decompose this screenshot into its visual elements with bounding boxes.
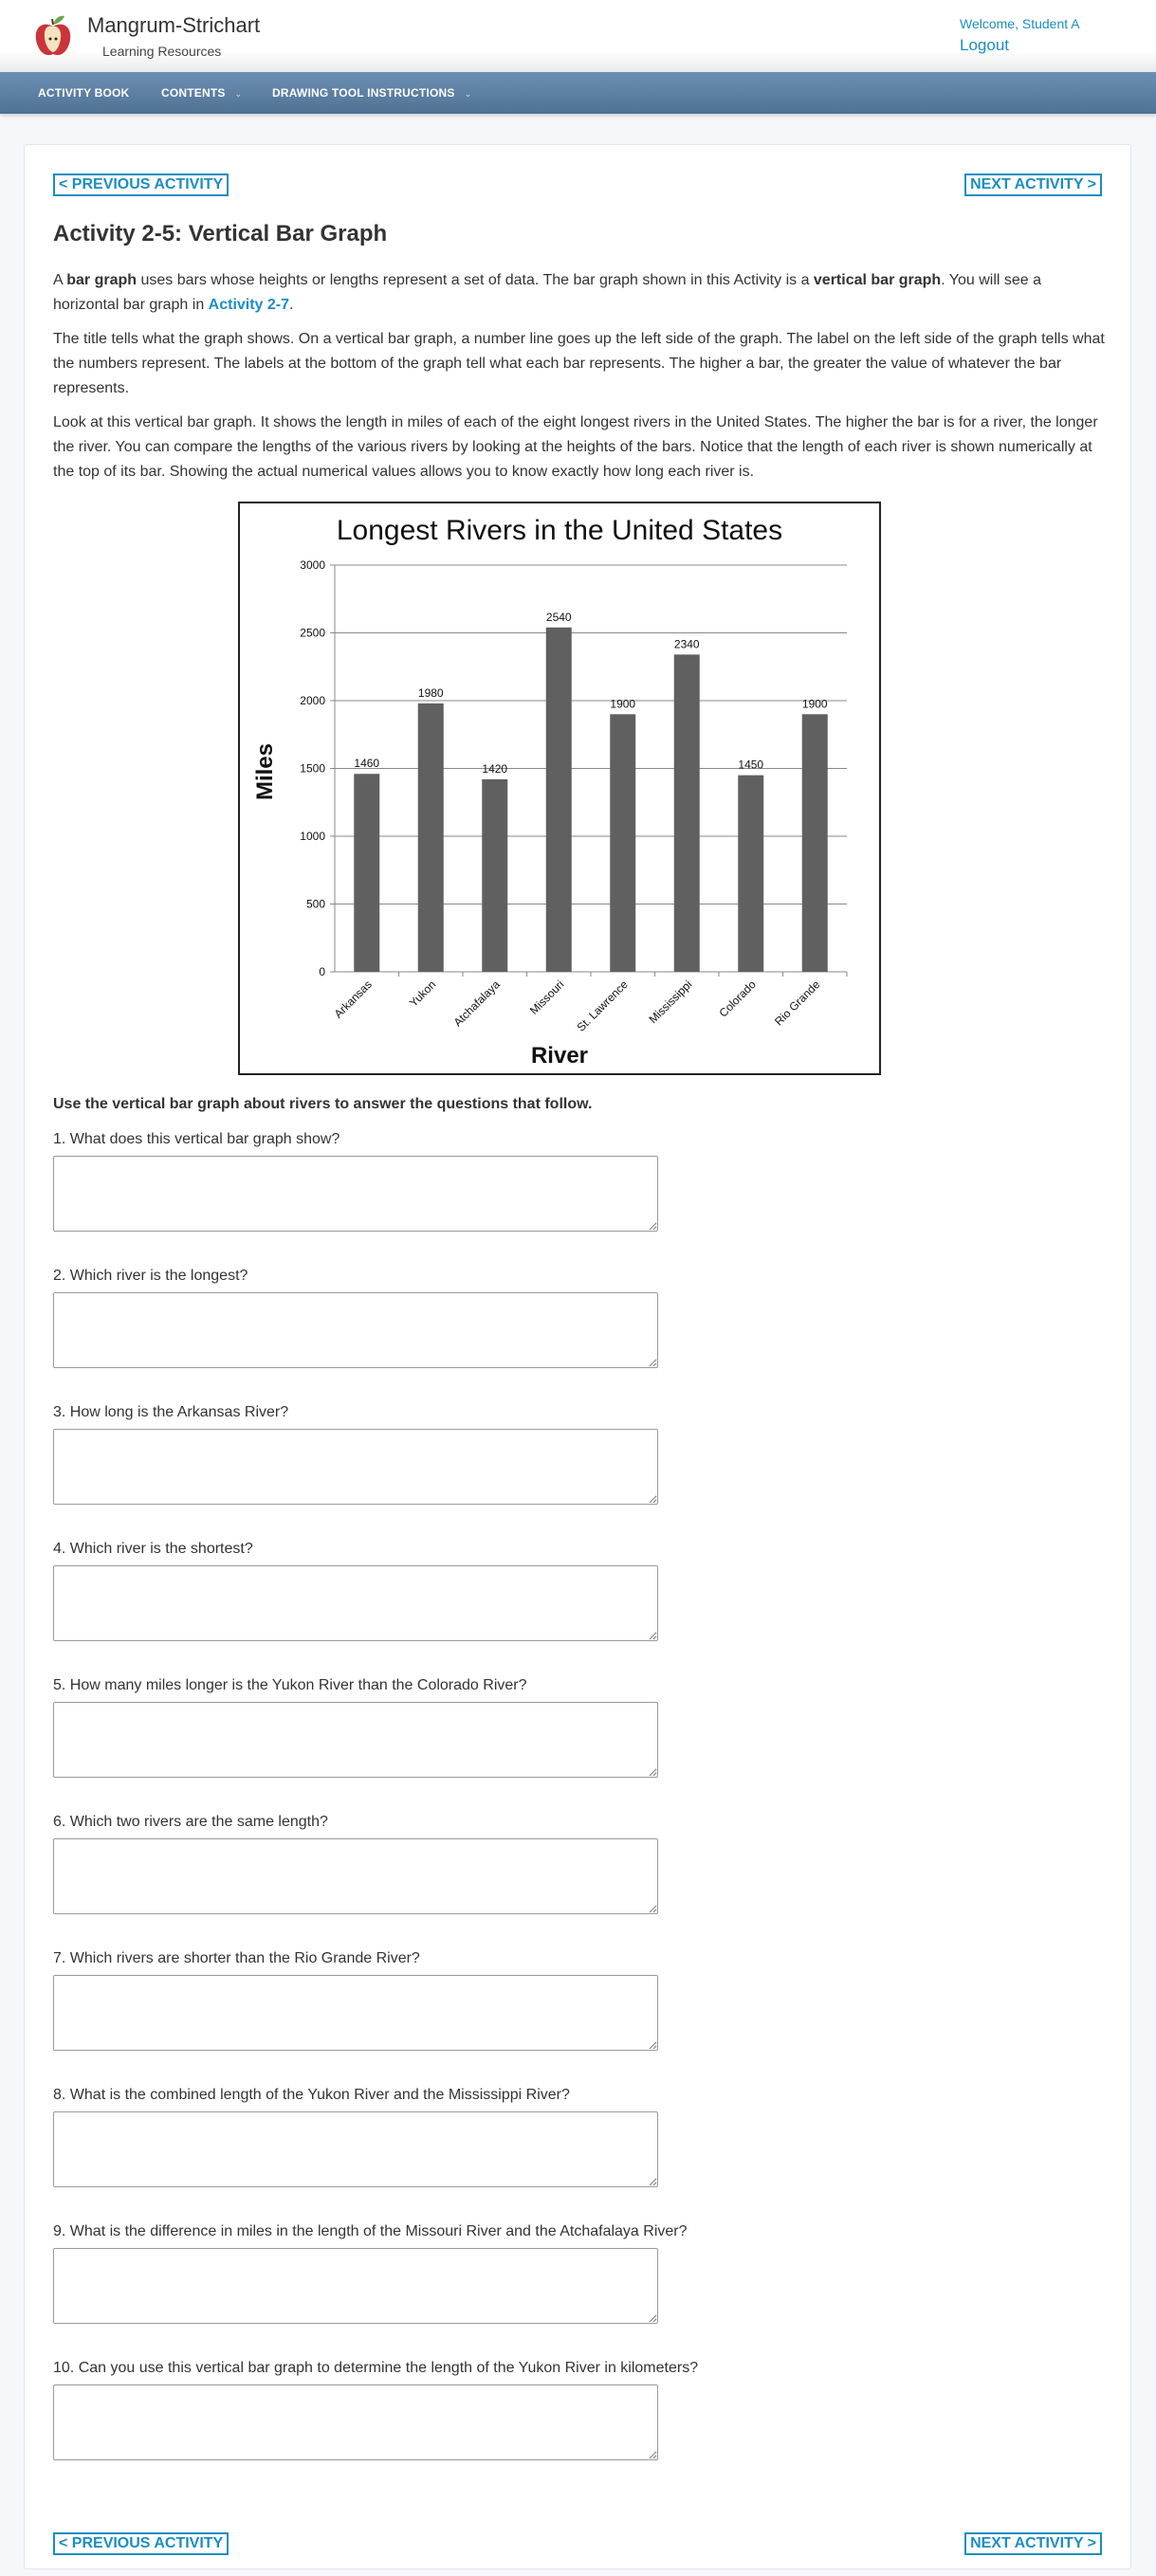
chart-data-label: 1900 bbox=[801, 697, 828, 711]
brand-name: Mangrum-Strichart bbox=[87, 13, 261, 37]
chart-data-label: 1450 bbox=[738, 758, 764, 772]
next-activity-button[interactable]: NEXT ACTIVITY > bbox=[964, 174, 1102, 196]
nav-item-contents[interactable] bbox=[161, 72, 242, 114]
nav-item-activity-book[interactable] bbox=[38, 72, 129, 114]
chart-bar bbox=[482, 779, 507, 972]
question-label: 9. What is the difference in miles in the length of the Missouri River and the Atchafalaya River? bbox=[53, 2223, 688, 2239]
chevron-down-icon: ⌄ bbox=[464, 89, 472, 99]
page-title: Activity 2-5: Vertical Bar Graph bbox=[53, 221, 388, 247]
nav-item-label: ACTIVITY BOOK bbox=[38, 86, 130, 100]
chart-x-tick-label: Missouri bbox=[526, 977, 567, 1017]
chart-title: Longest Rivers in the United States bbox=[336, 515, 783, 546]
answer-field-5[interactable] bbox=[53, 1702, 658, 1778]
questions-instructions: Use the vertical bar graph about rivers to answer the questions that follow. bbox=[53, 1096, 593, 1112]
question-label: 1. What does this vertical bar graph show? bbox=[53, 1131, 340, 1147]
apple-logo-icon[interactable] bbox=[32, 13, 74, 59]
previous-activity-button-bottom[interactable]: < PREVIOUS ACTIVITY bbox=[53, 2532, 229, 2555]
answer-field-2[interactable] bbox=[53, 1292, 658, 1368]
question-label: 10. Can you use this vertical bar graph to determine the length of the Yukon River in kilometers? bbox=[53, 2360, 699, 2376]
nav-item-label: DRAWING TOOL INSTRUCTIONS bbox=[272, 86, 455, 100]
chart-y-tick-label: 500 bbox=[305, 897, 325, 911]
chart-y-tick-label: 1500 bbox=[300, 761, 325, 776]
chart-bar bbox=[738, 776, 763, 972]
answer-field-6[interactable] bbox=[53, 1838, 658, 1914]
answer-field-8[interactable] bbox=[53, 2111, 658, 2187]
answer-field-7[interactable] bbox=[53, 1975, 658, 2051]
chart-y-axis-label: Miles bbox=[252, 742, 278, 801]
chart-data-label: 1420 bbox=[482, 761, 508, 776]
graph-description-paragraph: Look at this vertical bar graph. It shows the length in miles of each of the eight longest rivers in the United States. The higher the bar is for a river, the longer the river. You can compare the lengths of the various rivers by looking at the heights of the bars. Notice that the length of each river is shown numerically at the top of its bar. Showing the actual numerical values allows you to know exactly how long each river is. bbox=[53, 414, 1098, 480]
question-label: 6. Which two rivers are the same length? bbox=[53, 1814, 328, 1830]
chart-x-tick-label: Atchafalaya bbox=[450, 977, 503, 1030]
chart-bar bbox=[610, 714, 635, 972]
chart-y-tick-label: 0 bbox=[319, 965, 325, 978]
welcome-text: Welcome, Student A bbox=[960, 16, 1080, 31]
chart-data-label: 1980 bbox=[417, 685, 444, 700]
chart-bar bbox=[354, 774, 379, 972]
question-label: 4. Which river is the shortest? bbox=[53, 1541, 253, 1557]
activity-2-7-link[interactable]: Activity 2-7 bbox=[208, 297, 290, 313]
chart-x-axis-label: River bbox=[530, 1043, 589, 1069]
question-label: 5. How many miles longer is the Yukon River than the Colorado River? bbox=[53, 1677, 527, 1693]
chart-y-tick-label: 2500 bbox=[300, 626, 325, 640]
brand-subtitle: Learning Resources bbox=[102, 44, 222, 59]
chart-data-label: 2540 bbox=[545, 610, 572, 624]
river-bar-chart bbox=[240, 503, 879, 1073]
chart-y-tick-label: 1000 bbox=[300, 830, 325, 843]
answer-field-3[interactable] bbox=[53, 1429, 658, 1505]
answer-field-10[interactable] bbox=[53, 2384, 658, 2460]
answer-field-1[interactable] bbox=[53, 1156, 658, 1232]
nav-item-label: CONTENTS bbox=[161, 86, 226, 100]
intro-paragraph: A bar graph uses bars whose heights or lengths represent a set of data. The bar graph shown in this Activity is a vertical bar graph. You will see a horizontal bar graph in Activity 2-7. bbox=[53, 272, 1042, 313]
previous-activity-button[interactable]: < PREVIOUS ACTIVITY bbox=[53, 174, 229, 196]
chart-data-label: 2340 bbox=[673, 637, 700, 651]
chart-y-tick-label: 3000 bbox=[300, 558, 325, 572]
logout-link[interactable]: Logout bbox=[960, 36, 1009, 54]
title-explanation-paragraph: The title tells what the graph shows. On a vertical bar graph, a number line goes up the left side of the graph. The label on the left side of the graph tells what the numbers represent. The labels at the bottom of the graph tell what each bar represents. The higher a bar, the greater the value of whatever the bar represents. bbox=[53, 331, 1105, 396]
chart-x-tick-label: Yukon bbox=[406, 977, 439, 1010]
question-label: 2. Which river is the longest? bbox=[53, 1268, 248, 1284]
answer-field-4[interactable] bbox=[53, 1565, 658, 1641]
chart-bar bbox=[674, 654, 700, 972]
main-nav bbox=[0, 72, 1156, 114]
activity-card bbox=[24, 144, 1131, 2569]
next-activity-button-bottom[interactable]: NEXT ACTIVITY > bbox=[964, 2532, 1102, 2555]
chart-bar bbox=[418, 703, 444, 972]
nav-item-drawing-tool-instructions[interactable] bbox=[272, 72, 471, 114]
chart-data-label: 1460 bbox=[354, 757, 380, 771]
chart-y-tick-label: 2000 bbox=[300, 694, 325, 707]
bar-chart-container bbox=[238, 502, 881, 1075]
chart-x-tick-label: St. Lawrence bbox=[574, 977, 631, 1034]
chart-x-tick-label: Rio Grande bbox=[772, 977, 823, 1029]
answer-field-9[interactable] bbox=[53, 2248, 658, 2324]
chart-bar bbox=[546, 628, 572, 972]
chevron-down-icon: ⌄ bbox=[234, 89, 243, 99]
site-header bbox=[0, 0, 1156, 72]
question-label: 7. Which rivers are shorter than the Rio Grande River? bbox=[53, 1950, 420, 1966]
chart-x-tick-label: Colorado bbox=[716, 977, 759, 1020]
chart-data-label: 1900 bbox=[610, 697, 636, 711]
chart-bar bbox=[802, 714, 828, 972]
chart-x-tick-label: Mississippi bbox=[646, 977, 695, 1027]
question-label: 3. How long is the Arkansas River? bbox=[53, 1404, 289, 1420]
question-label: 8. What is the combined length of the Yukon River and the Mississippi River? bbox=[53, 2087, 570, 2103]
chart-x-tick-label: Arkansas bbox=[331, 977, 375, 1021]
